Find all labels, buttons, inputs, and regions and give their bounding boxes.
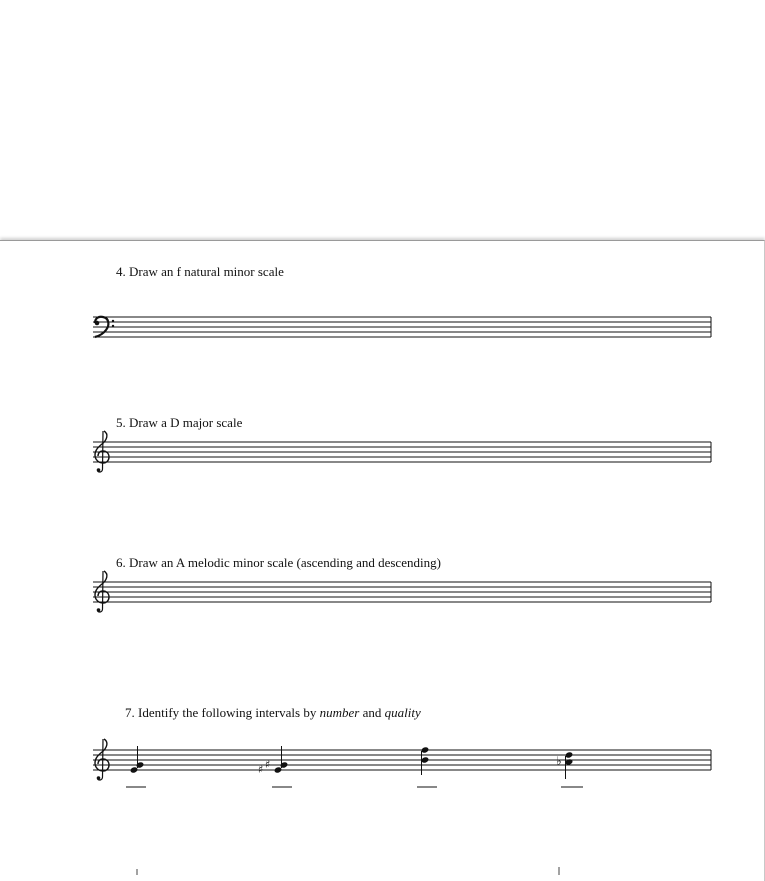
question-4-text: 4. Draw an f natural minor scale bbox=[116, 264, 284, 279]
music-staves bbox=[0, 241, 765, 881]
staff-question-6 bbox=[93, 582, 711, 602]
flat-icon: ♭ bbox=[556, 754, 562, 768]
staff-question-7 bbox=[93, 750, 711, 770]
question-6-text: 6. Draw an A melodic minor scale (ascending and descending) bbox=[116, 555, 441, 570]
interval-1-notes bbox=[126, 746, 146, 787]
staff-question-4 bbox=[93, 317, 711, 337]
interval-3-notes bbox=[417, 746, 437, 787]
interval-4-notes bbox=[556, 751, 583, 787]
worksheet-page bbox=[0, 240, 765, 881]
question-5-text: 5. Draw a D major scale bbox=[116, 415, 243, 430]
interval-2-notes bbox=[258, 746, 292, 787]
viewer-top-area bbox=[0, 0, 765, 240]
sharp-icon: ♯ bbox=[265, 758, 271, 771]
question-7-text: 7. Identify the following intervals by number and quality bbox=[125, 705, 421, 720]
staff-question-5 bbox=[93, 442, 711, 462]
sharp-icon: ♯ bbox=[258, 763, 264, 776]
